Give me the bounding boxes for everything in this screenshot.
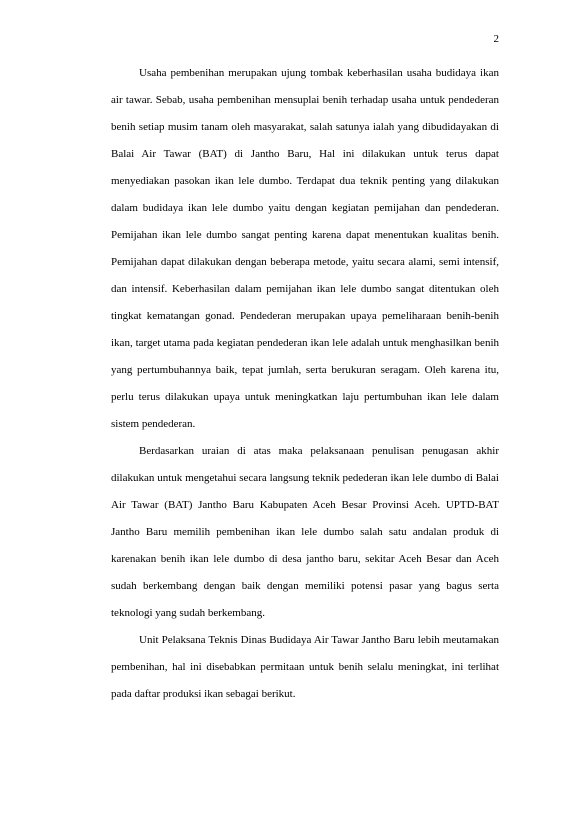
paragraph-1: Usaha pembenihan merupakan ujung tombak keberhasilan usaha budidaya ikan air tawar. Sebab, usaha pembenihan mensuplai benih terhadap usaha untuk pendederan benih setiap musim tanam oleh masyarakat, salah satunya ialah yang dibudidayakan di Balai Air Tawar (BAT) di Jantho Baru, Hal ini dilakukan untuk terus dapat menyediakan pasokan ikan lele dumbo. Terdapat dua teknik penting yang dilakukan dalam budidaya ikan lele dumbo yaitu dengan kegiatan pemijahan dan pendederan. Pemijahan ikan lele dumbo sangat penting karena dapat menentukan kualitas benih. Pemijahan dapat dilakukan dengan beberapa metode, yaitu secara alami, semi intensif, dan intensif. Keberhasilan dalam pemijahan ikan lele dumbo sangat ditentukan oleh tingkat kematangan gonad. Pendederan merupakan upaya pemeliharaan benih-benih ikan, target utama pada kegiatan pendederan ikan lele adalah untuk menghasilkan benih yang pertumbuhannya baik, tepat jumlah, serta berukuran seragam. Oleh karena itu, perlu terus dilakukan upaya untuk meningkatkan laju pertumbuhan ikan lele dalam sistem pendederan. (111, 67, 499, 430)
paragraph-2: Berdasarkan uraian di atas maka pelaksanaan penulisan penugasan akhir dilakukan untuk mengetahui secara langsung teknik pedederan ikan lele dumbo di Balai Air Tawar (BAT) Jantho Baru Kabupaten Aceh Besar Provinsi Aceh. UPTD-BAT Jantho Baru memilih pembenihan ikan lele dumbo salah satu andalan produk di karenakan benih ikan lele dumbo di desa jantho baru, sekitar Aceh Besar dan Aceh sudah berkembang dengan baik dengan memiliki potensi pasar yang bagus serta teknologi yang sudah berkembang. (111, 445, 499, 619)
paragraph-3: Unit Pelaksana Teknis Dinas Budidaya Air Tawar Jantho Baru lebih meutamakan pembenihan, hal ini disebabkan permitaan untuk benih selalu meningkat, ini terlihat pada daftar produksi ikan sebagai berikut. (111, 634, 499, 700)
page-number: 2 (493, 33, 499, 45)
body-text (111, 60, 499, 708)
